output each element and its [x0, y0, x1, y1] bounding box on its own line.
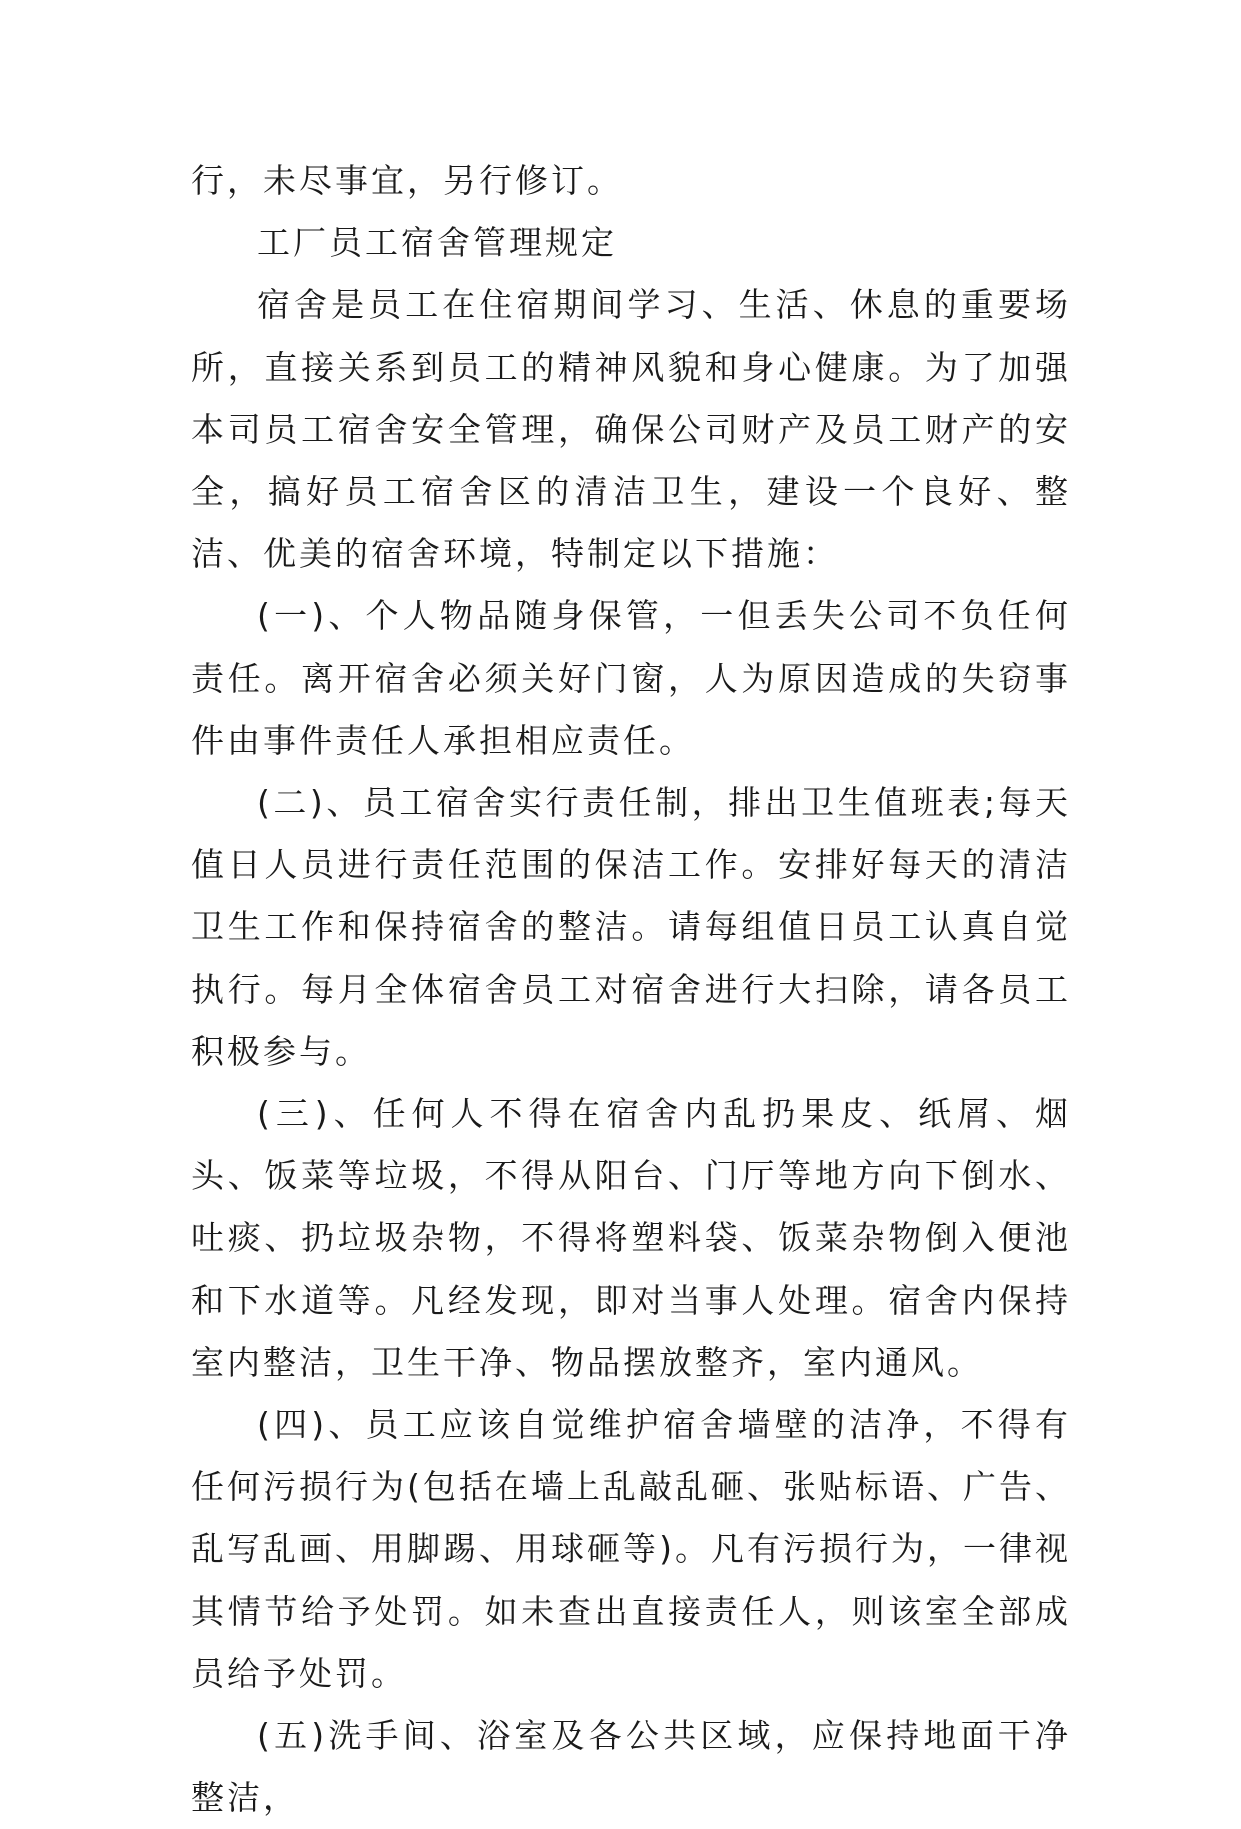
paragraph-continuation: 行，未尽事宜，另行修订。 [191, 161, 623, 200]
paragraph-item-4: (四)、员工应该自觉维护宿舍墙壁的洁净，不得有任何污损行为(包括在墙上乱敲乱砸、张贴标语、广告、乱写乱画、用脚踢、用球砸等)。凡有污损行为，一律视其情节给予处罚。如未查出直接责任人，则该室全部成员给予处罚。 [191, 1405, 1071, 1693]
paragraph-item-3: (三)、任何人不得在宿舍内乱扔果皮、纸屑、烟头、饭菜等垃圾，不得从阳台、门厅等地方向下倒水、吐痰、扔垃圾杂物，不得将塑料袋、饭菜杂物倒入便池和下水道等。凡经发现，即对当事人处理。宿舍内保持室内整洁，卫生干净、物品摆放整齐，室内通风。 [191, 1094, 1071, 1382]
paragraph-item-5: (五)洗手间、浴室及各公共区域，应保持地面干净整洁， [191, 1716, 1071, 1818]
paragraph-item-2: (二)、员工宿舍实行责任制，排出卫生值班表;每天值日人员进行责任范围的保洁工作。安排好每天的清洁卫生工作和保持宿舍的整洁。请每组值日员工认真自觉执行。每月全体宿舍员工对宿舍进行大扫除，请各员工积极参与。 [191, 783, 1071, 1071]
paragraph-item-1: (一)、个人物品随身保管，一但丢失公司不负任何责任。离开宿舍必须关好门窗，人为原因造成的失窃事件由事件责任人承担相应责任。 [191, 596, 1071, 760]
paragraph-intro: 宿舍是员工在住宿期间学习、生活、休息的重要场所，直接关系到员工的精神风貌和身心健康。为了加强本司员工宿舍安全管理，确保公司财产及员工财产的安全，搞好员工宿舍区的清洁卫生，建设一个良好、整洁、优美的宿舍环境，特制定以下措施： [191, 285, 1071, 574]
section-title: 工厂员工宿舍管理规定 [257, 223, 617, 263]
document-body [191, 150, 1071, 1829]
